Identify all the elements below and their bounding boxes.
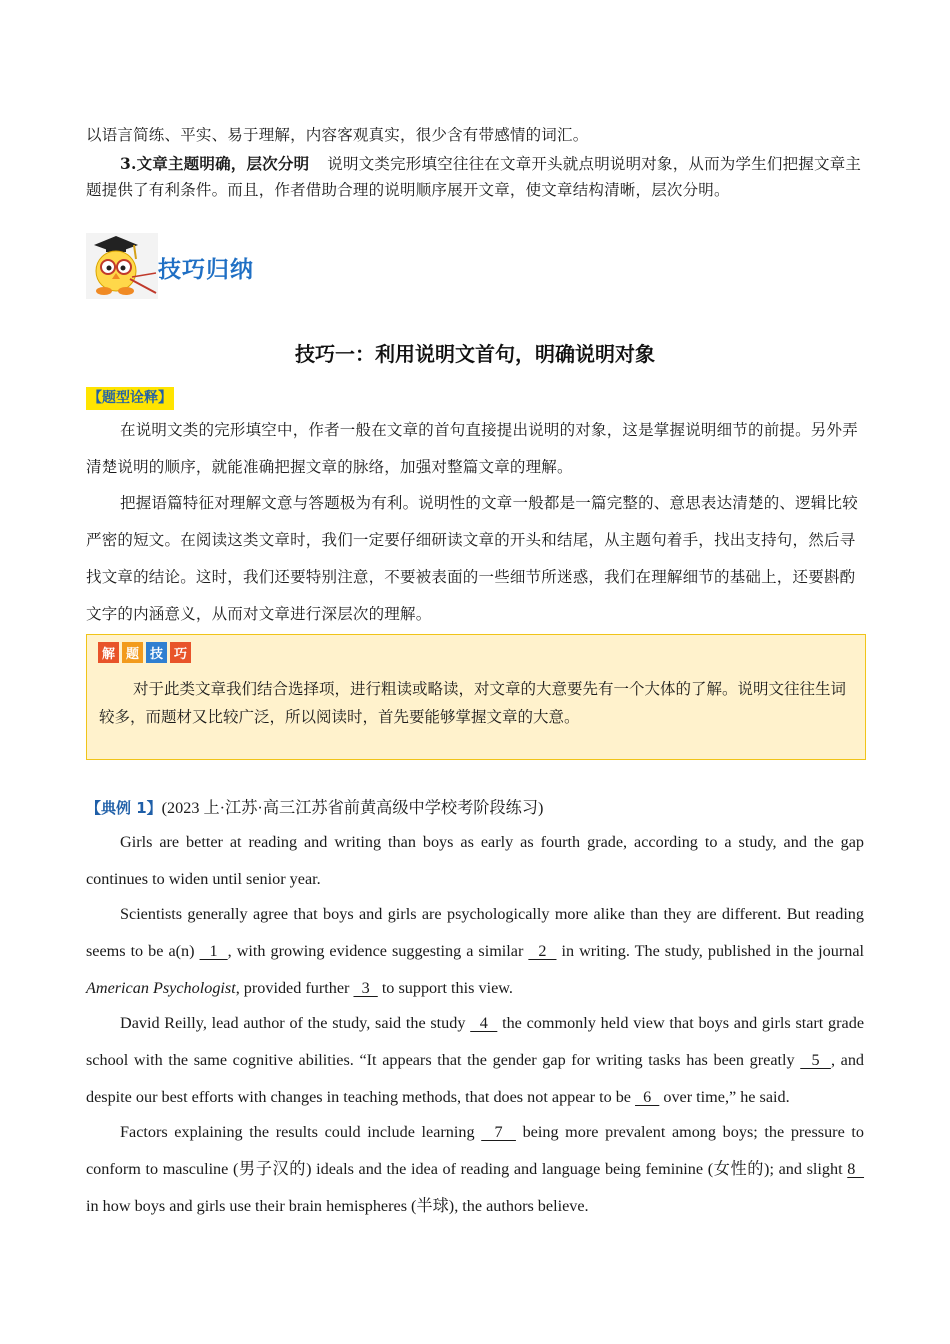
tip-badges [98, 642, 191, 663]
blank-7: 7 [481, 1123, 516, 1141]
solving-tips-box [86, 634, 866, 760]
example-paragraph-1: Girls are better at reading and writing than boys as early as fourth grade, according to a study, and the gap continues to widen until senior year. [86, 833, 864, 888]
tip-badge-3: 技 [146, 642, 167, 663]
example-source: (2023 上·江苏·高三江苏省前黄高级中学校考阶段练习) [161, 799, 544, 817]
example-paragraph-2 [86, 896, 864, 1007]
blank-8: 8 [847, 1160, 865, 1178]
text-run: , and despite our best efforts with changes in teaching methods, that does not appear to be [86, 1051, 865, 1106]
example-header [86, 796, 864, 820]
point-3-text: 说明文类完形填空往往在文章开头就点明说明对象，从而为学生们把握文章主题提供了有利条件。而且，作者借助合理的说明顺序展开文章，使文章结构清晰，层次分明。 [86, 155, 862, 199]
blank-4: 4 [470, 1014, 498, 1032]
tip-text: 对于此类文章我们结合选择项，进行粗读或略读，对文章的大意要先有一个大体的了解。说明文往往生词较多，而题材又比较广泛，所以阅读时，首先要能够掌握文章的大意。 [99, 680, 847, 726]
section-header [86, 233, 406, 299]
intro-line: 以语言简练、平实、易于理解，内容客观真实，很少含有带感情的词汇。 [86, 126, 589, 144]
text-run: , with growing evidence suggesting a similar [227, 942, 529, 960]
point-3-paragraph [86, 151, 864, 203]
section-title: 技巧归纳 [158, 257, 254, 283]
tip-badge-2: 题 [122, 642, 143, 663]
technique-paragraph-1: 在说明文类的完形填空中，作者一般在文章的首句直接提出说明的对象，这是掌握说明细节的前提。另外弄清楚说明的顺序，就能准确把握文章的脉络，加强对整篇文章的理解。 [86, 421, 858, 476]
text-run: Factors explaining the results could include learning [120, 1123, 482, 1141]
text-run: the commonly held view that boys and girls start grade school with the same cognitive abilities. “It appears that the gender gap for writing tasks has been greatly [86, 1014, 865, 1069]
example-paragraph-4 [86, 1114, 864, 1225]
text-run: , provided further [235, 979, 354, 997]
owl-scholar-icon [86, 233, 158, 299]
technique-paragraph-2: 把握语篇特征对理解文意与答题极为有利。说明性的文章一般都是一篇完整的、意思表达清楚的、逻辑比较严密的短文。在阅读这类文章时，我们一定要仔细研读文章的开头和结尾，从主题句着手，找出支持句，然后寻找文章的结论。这时，我们还要特别注意，不要被表面的一些细节所迷惑，我们在理解细节的基础上，还要斟酌文字的内涵意义，从而对文章进行深层次的理解。 [86, 494, 858, 623]
blank-1: 1 [199, 942, 228, 960]
technique-title: 技巧一：利用说明文首句，明确说明对象 [295, 342, 655, 366]
journal-name: American Psychologist [86, 979, 236, 997]
example-label: 【典例 1】 [86, 799, 162, 817]
example-paragraph-3 [86, 1005, 864, 1116]
question-type-tag: 【题型诠释】 [86, 387, 174, 410]
tip-badge-4: 巧 [170, 642, 191, 663]
point-3-heading: 3.文章主题明确，层次分明 [120, 154, 310, 173]
text-run: in how boys and girls use their brain hemispheres (半球), the authors believe. [86, 1197, 589, 1215]
tip-badge-1: 解 [98, 642, 119, 663]
blank-5: 5 [800, 1051, 831, 1069]
text-run: being more prevalent among boys; the pressure to conform to masculine (男子汉的) ideals and the idea of reading and language being feminine (女性的); and slight [86, 1123, 865, 1178]
blank-6: 6 [635, 1088, 660, 1106]
text-run: in writing. The study, published in the journal [556, 942, 865, 960]
blank-2: 2 [528, 942, 557, 960]
text-run: over time,” he said. [659, 1088, 790, 1106]
text-run: David Reilly, lead author of the study, said the study [120, 1014, 471, 1032]
text-run: to support this view. [377, 979, 513, 997]
blank-3: 3 [353, 979, 378, 997]
text-run: Scientists generally agree that boys and girls are psychologically more alike than they are different. But reading seems to be a(n) [86, 905, 864, 960]
